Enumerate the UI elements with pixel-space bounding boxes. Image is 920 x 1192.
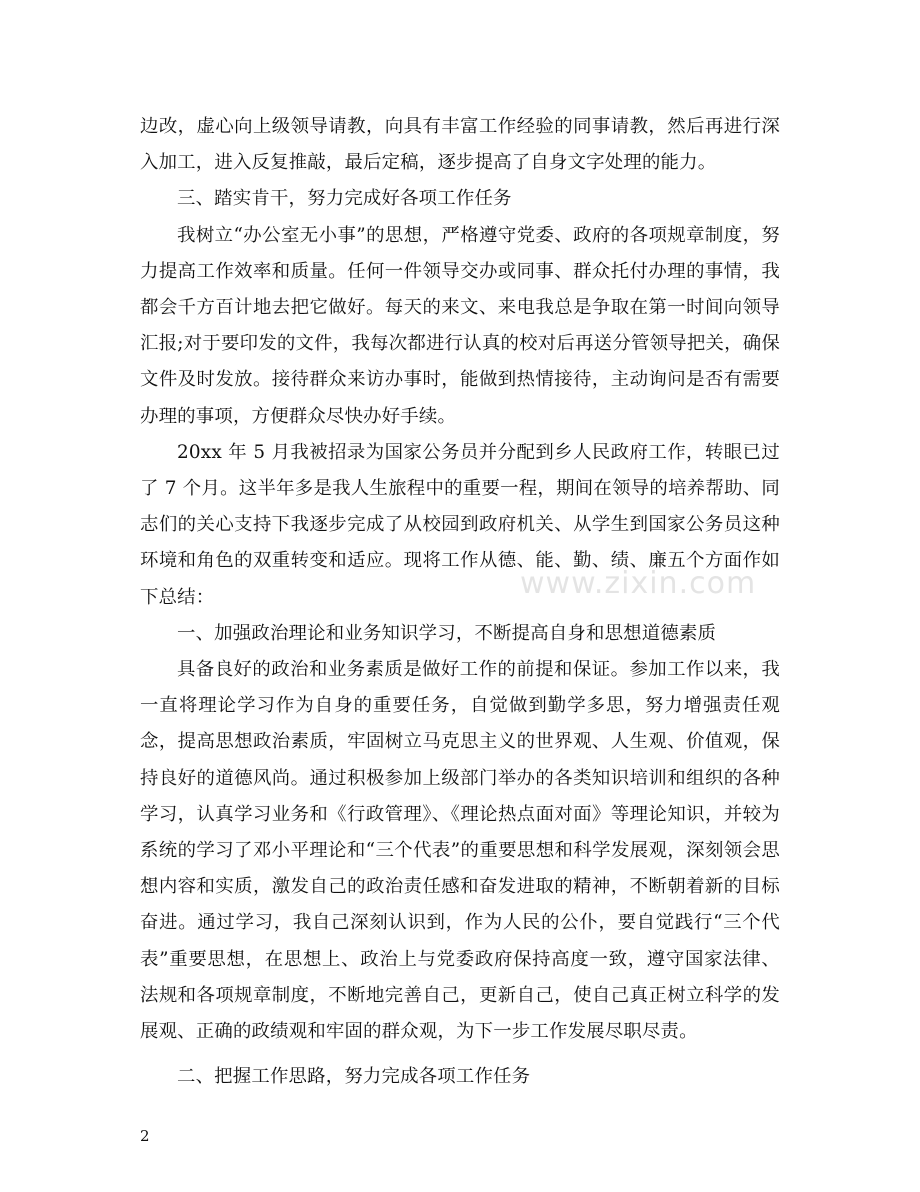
document-body <box>140 109 780 1095</box>
paragraph-office-work: 我树立“办公室无小事”的思想，严格遵守党委、政府的各项规章制度，努力提高工作效率和质量。任何一件领导交办或同事、群众托付办理的事情，我都会千方百计地去把它做好。每天的来文、来电我总是争取在第一时间向领导汇报;对于要印发的文件，我每次都进行认真的校对后再送分管领导把关，确保文件及时发放。接待群众来访办事时，能做到热情接待，主动询问是否有需要办理的事项，方便群众尽快办好手续。 <box>140 224 780 427</box>
paragraph-continued: 边改，虚心向上级领导请教，向具有丰富工作经验的同事请教，然后再进行深入加工，进入反复推敲，最后定稿，逐步提高了自身文字处理的能力。 <box>140 116 780 174</box>
page-number: 2 <box>140 1127 150 1145</box>
paragraph-political-study: 具备良好的政治和业务素质是做好工作的前提和保证。参加工作以来，我一直将理论学习作为自身的重要任务，自觉做到勤学多思，努力增强责任观念，提高思想政治素质，牢固树立马克思主义的世界观、人生观、价值观，保持良好的道德风尚。通过积极参加上级部门举办的各类知识培训和组织的各种学习，认真学习业务和《行政管理》、《理论热点面对面》等理论知识，并较为系统的学习了邓小平理论和“三个代表”的重要思想和科学发展观，深刻领会思想内容和实质，激发自己的政治责任感和奋发进取的精神，不断朝着新的目标奋进。通过学习，我自己深刻认识到，作为人民的公仆，要自觉践行“三个代表”重要思想，在思想上、政治上与党委政府保持高度一致，遵守国家法律、法规和各项规章制度，不断地完善自己，更新自己，使自己真正树立科学的发展观、正确的政绩观和牢固的群众观，为下一步工作发展尽职尽责。 <box>140 659 780 1043</box>
section-heading-3: 三、踏实肯干，努力完成好各项工作任务 <box>177 188 512 210</box>
section-heading-1: 一、加强政治理论和业务知识学习，不断提高自身和思想道德素质 <box>177 622 717 644</box>
watermark: www.zixin.com <box>520 566 757 601</box>
paragraph-intro: 20xx 年 5 月我被招录为国家公务员并分配到乡人民政府工作，转眼已过了 7 个月。这半年多是我人生旅程中的重要一程，期间在领导的培养帮助、同志们的关心支持下我逐步完成了从校园到政府机关、从学生到国家公务员这种环境和角色的双重转变和适应。现将工作从德、能、勤、绩、廉五个方面作如下总结： <box>140 441 780 608</box>
section-heading-2: 二、把握工作思路，努力完成各项工作任务 <box>177 1066 531 1088</box>
